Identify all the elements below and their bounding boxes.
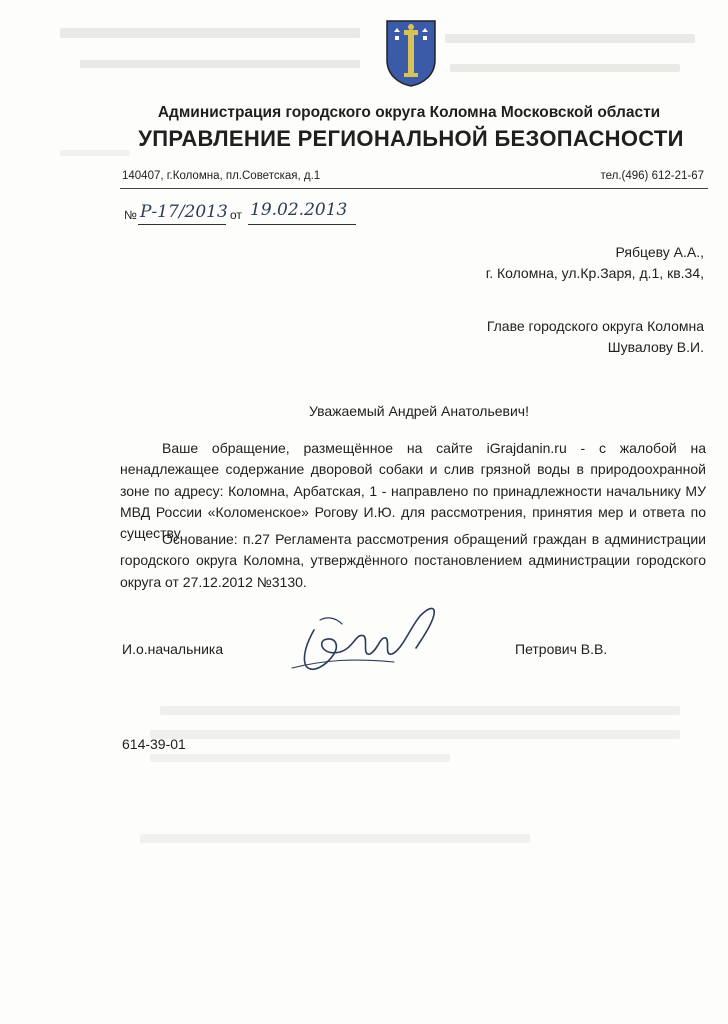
greeting: Уважаемый Андрей Анатольевич! bbox=[308, 403, 529, 419]
letterhead-divider bbox=[120, 188, 708, 189]
registration-date: 19.02.2013 bbox=[250, 200, 348, 220]
executor-phone: 614-39-01 bbox=[122, 736, 186, 752]
organization-name: Администрация городского округа Коломна Московской области bbox=[157, 104, 661, 121]
organization-address: 140407, г.Коломна, пл.Советская, д.1 bbox=[122, 170, 321, 182]
scan-artifact bbox=[150, 754, 450, 762]
signer-name: Петрович В.В. bbox=[515, 641, 608, 657]
recipient-2-name: Главе городского округа Коломна bbox=[486, 318, 704, 334]
scan-artifact bbox=[445, 34, 695, 43]
date-underline bbox=[248, 224, 356, 225]
recipient-1-name: Рябцеву А.А., bbox=[615, 244, 704, 260]
letter-paragraph-2: Основание: п.27 Регламента рассмотрения обращений граждан в администрации городского округа Коломна, утверждённого постановлением администрации городского округа от 27.12.2012 №3130. bbox=[120, 531, 706, 590]
scan-artifact bbox=[150, 730, 680, 739]
registration-number: Р-17/2013 bbox=[140, 202, 228, 222]
signer-position: И.о.начальника bbox=[122, 641, 224, 657]
number-underline bbox=[138, 224, 226, 225]
recipient-2-address: Шувалову В.И. bbox=[607, 339, 704, 355]
coat-of-arms-icon bbox=[384, 18, 438, 88]
handwritten-signature-icon bbox=[284, 596, 444, 682]
organization-phone: тел.(496) 612-21-67 bbox=[600, 170, 704, 182]
date-label: от bbox=[230, 208, 242, 222]
letter-paragraph-1: Ваше обращение, размещённое на сайте iGrajdanin.ru - с жалобой на ненадлежащее содержание дворовой собаки и слив грязной воды в природоохранной зоне по адресу: Коломна, Арбатская, 1 - направлено по принадлежности начальнику МУ МВД России «Коломенское» Рогову И.Ю. для рассмотрения, принятия мер и ответа по существу. bbox=[120, 440, 706, 542]
department-name: УПРАВЛЕНИЕ РЕГИОНАЛЬНОЙ БЕЗОПАСНОСТИ bbox=[138, 126, 684, 151]
scan-artifact bbox=[450, 64, 680, 72]
scan-artifact bbox=[80, 60, 360, 68]
scan-artifact bbox=[60, 28, 360, 38]
scan-artifact bbox=[160, 706, 680, 715]
recipient-1-address: г. Коломна, ул.Кр.Заря, д.1, кв.34, bbox=[485, 265, 704, 281]
number-label: № bbox=[124, 208, 137, 222]
scan-artifact bbox=[140, 834, 530, 843]
